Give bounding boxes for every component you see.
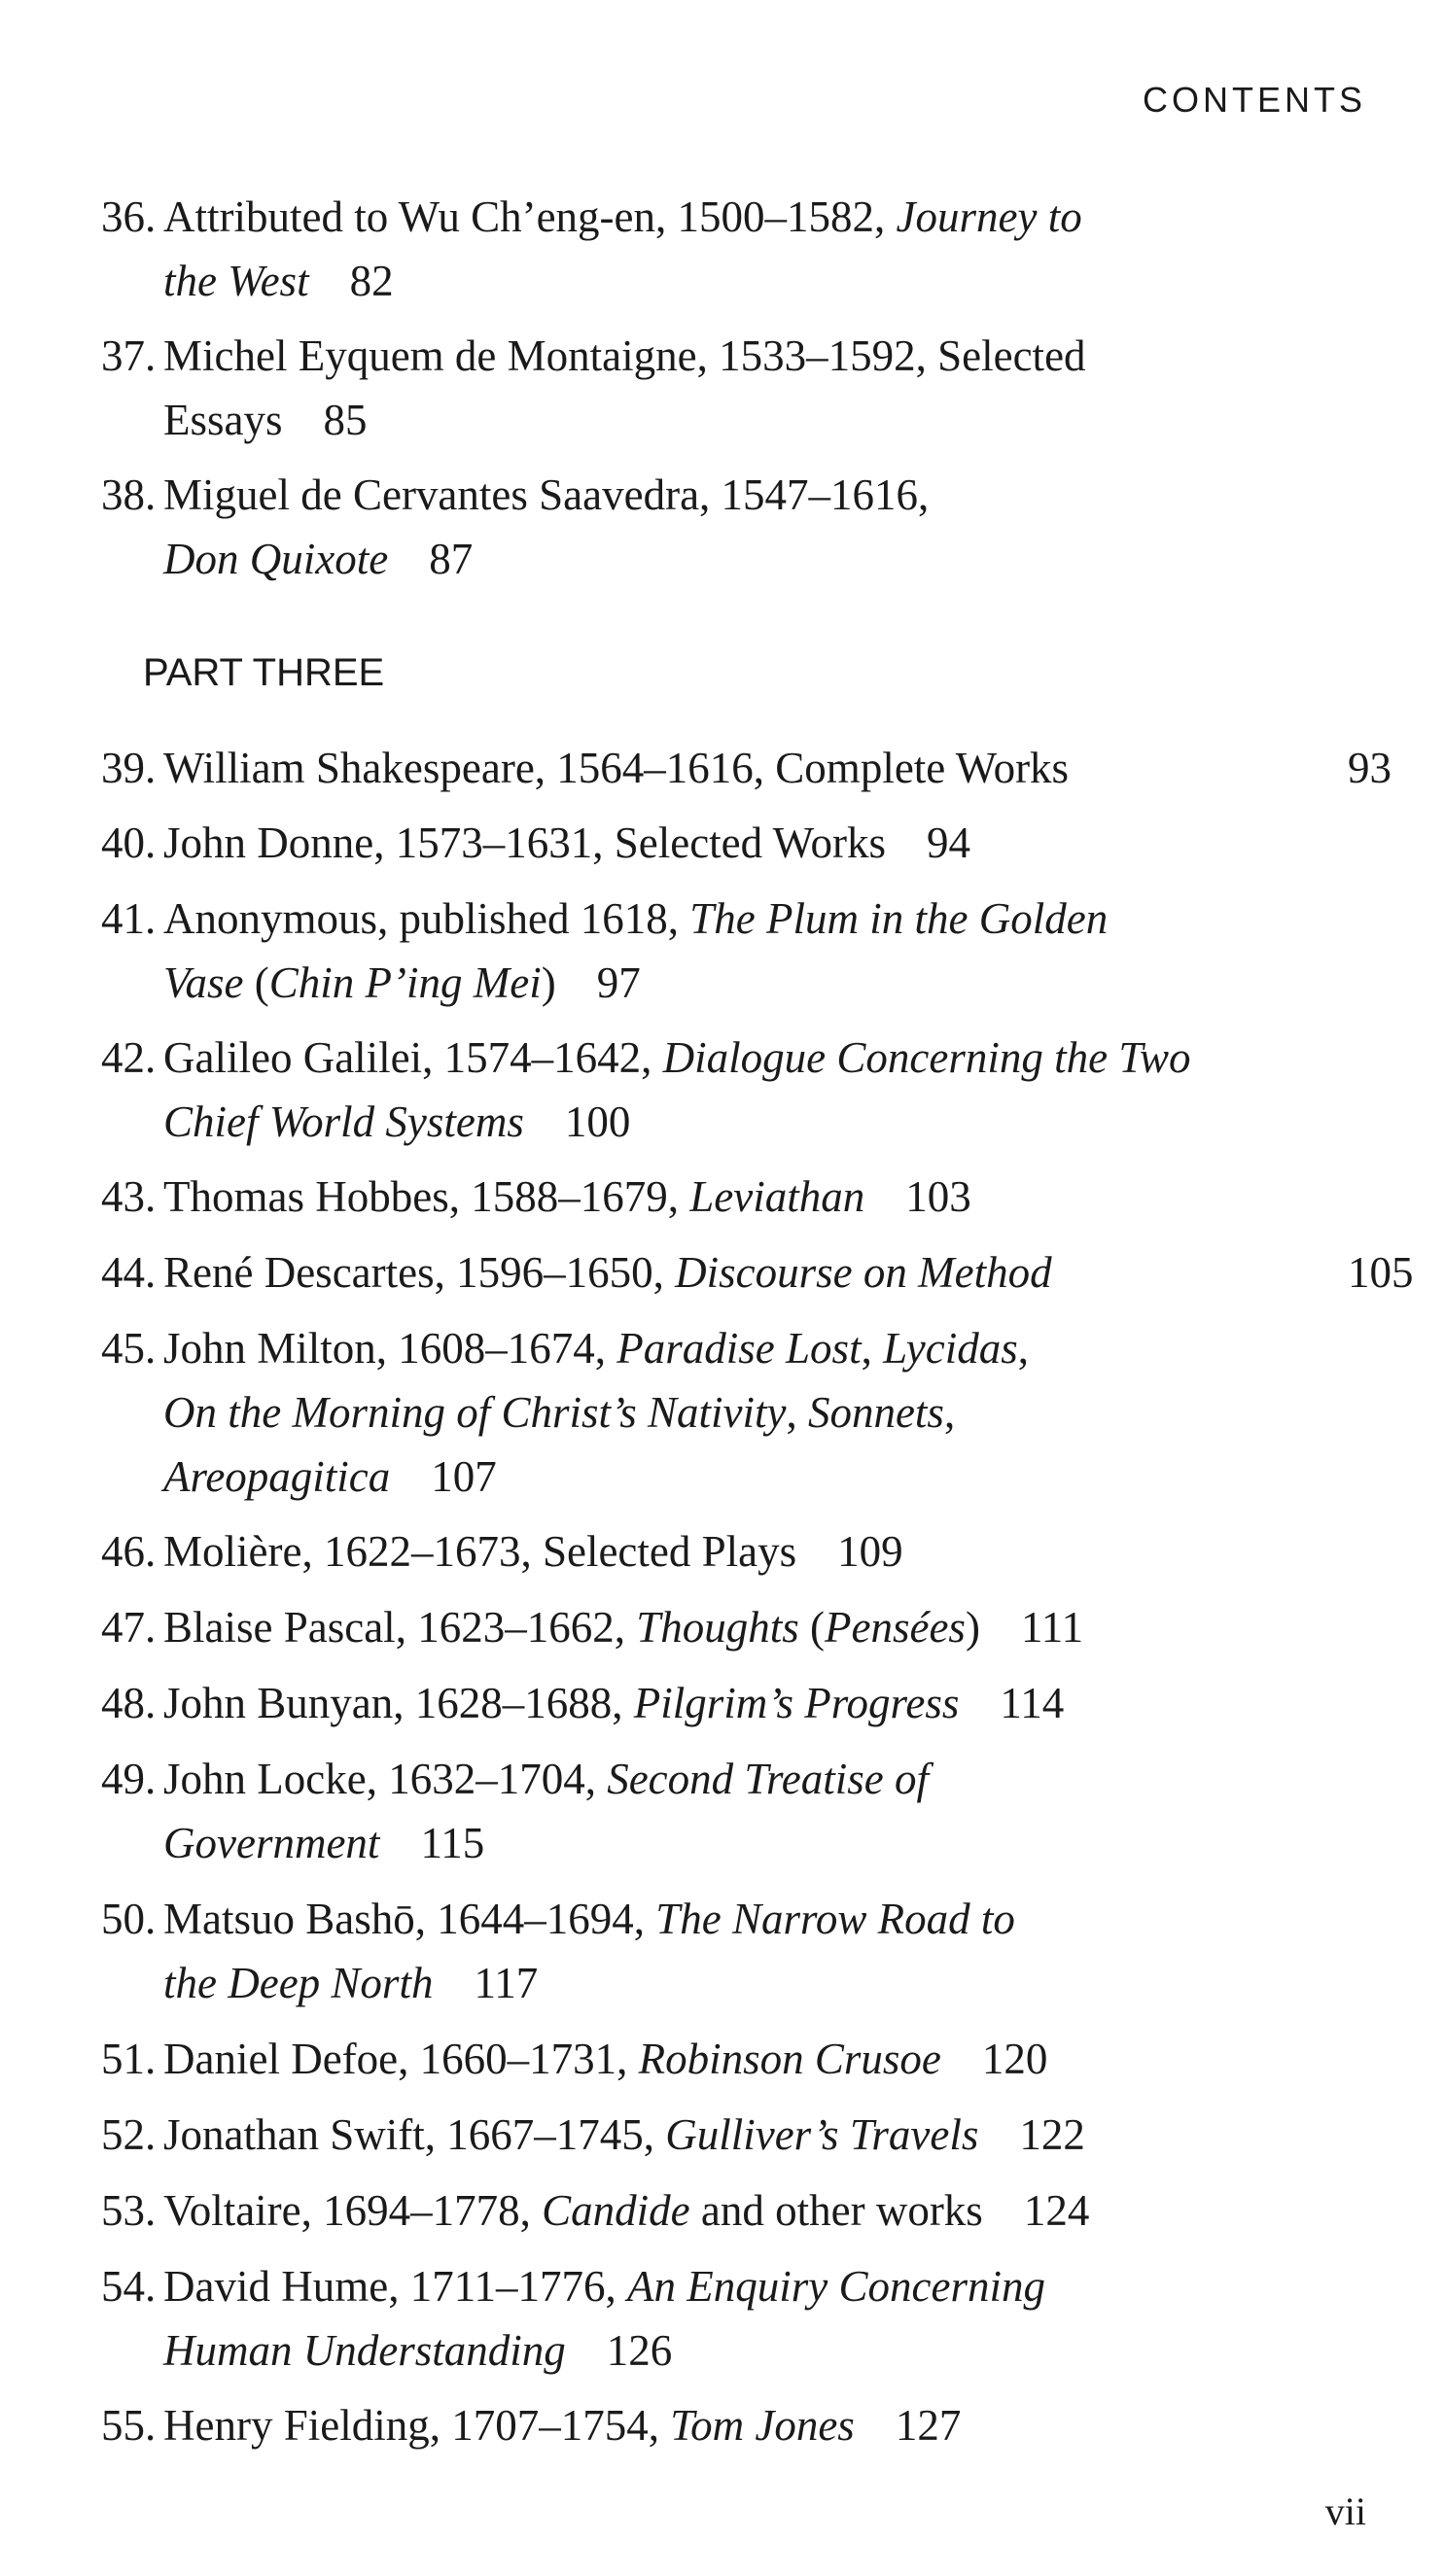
entry-number-text: 49. <box>101 1755 157 1803</box>
page-number: 100 <box>564 1097 631 1146</box>
text-segment: ) <box>965 1603 980 1652</box>
entry-number-text: 55. <box>101 2401 157 2450</box>
entry-line <box>163 527 1359 591</box>
toc-entry <box>101 324 1359 452</box>
toc-entry <box>101 1026 1359 1154</box>
italic-title-segment: Paradise Lost <box>616 1324 862 1373</box>
entry-number <box>0 736 161 800</box>
page-number: 127 <box>895 2401 962 2450</box>
italic-title-segment: The Plum in the Golden <box>689 894 1109 943</box>
page-number: 97 <box>596 958 641 1007</box>
entry-line <box>163 2178 1359 2243</box>
toc-entry <box>101 2178 1359 2243</box>
entry-title <box>163 2178 1359 2243</box>
page-number: 85 <box>323 396 368 444</box>
italic-title-segment: Vase <box>163 958 244 1007</box>
entry-number <box>0 2027 161 2091</box>
entry-title <box>163 887 1359 1015</box>
entry-number <box>0 2254 161 2318</box>
entry-line <box>163 736 1391 800</box>
page-number: 117 <box>474 1959 539 2007</box>
entry-line <box>163 1316 1359 1380</box>
text-segment: John Donne, 1573–1631, Selected Works <box>163 818 886 867</box>
page-number: 120 <box>981 2035 1048 2083</box>
text-segment: , <box>861 1324 884 1373</box>
page-number: 103 <box>905 1172 971 1221</box>
text-segment: Molière, 1622–1673, Selected Plays <box>163 1527 797 1576</box>
text-segment: Thomas Hobbes, 1588–1679, <box>163 1172 690 1221</box>
italic-title-segment: the Deep North <box>163 1959 434 2007</box>
toc-entry <box>101 1316 1359 1509</box>
entry-line <box>163 951 1359 1015</box>
entry-title <box>163 2393 1359 2457</box>
entry-title <box>163 1026 1359 1154</box>
entry-number <box>0 2103 161 2167</box>
page-number: 105 <box>1348 1248 1414 1297</box>
entry-number <box>0 1026 161 1090</box>
entry-number-text: 43. <box>101 1172 157 1221</box>
entry-title <box>163 1240 1414 1305</box>
italic-title-segment: Tom Jones <box>670 2401 855 2450</box>
text-segment: , <box>786 1388 808 1437</box>
entry-number-text: 40. <box>101 818 157 867</box>
italic-title-segment: Dialogue Concerning the Two <box>662 1033 1191 1082</box>
toc-entry <box>101 1165 1359 1229</box>
toc-entry <box>101 1240 1414 1305</box>
entry-number-text: 38. <box>101 470 157 519</box>
text-segment: Michel Eyquem de Montaigne, 1533–1592, Selected <box>163 331 1086 380</box>
entry-number <box>0 1747 161 1811</box>
entry-number <box>0 2178 161 2243</box>
text-segment: Daniel Defoe, 1660–1731, <box>163 2035 639 2083</box>
italic-title-segment: Sonnets <box>807 1388 944 1437</box>
page-number: 111 <box>1020 1603 1084 1652</box>
text-segment: , <box>943 1388 956 1437</box>
entry-number <box>0 811 161 875</box>
page-number: 93 <box>1348 744 1391 792</box>
page-number: 124 <box>1023 2186 1090 2235</box>
entry-title <box>163 811 1359 875</box>
toc-entry <box>101 1519 1359 1584</box>
entry-number <box>0 324 161 388</box>
entry-number <box>0 1240 161 1305</box>
entry-number <box>0 1316 161 1380</box>
entry-line <box>163 1519 1359 1584</box>
entry-line <box>163 2103 1359 2167</box>
page-number: 82 <box>349 257 394 305</box>
text-segment: Attributed to Wu Ch’eng-en, 1500–1582, <box>163 192 897 241</box>
entry-number-text: 36. <box>101 192 157 241</box>
page-number: 87 <box>429 535 474 583</box>
text-segment: ) <box>541 958 556 1007</box>
entry-number <box>0 1887 161 1951</box>
italic-title-segment: Discourse on Method <box>675 1248 1052 1297</box>
italic-title-segment: Areopagitica <box>163 1452 391 1501</box>
toc-entry <box>101 1747 1359 1875</box>
text-segment: Matsuo Bashō, 1644–1694, <box>163 1895 656 1943</box>
italic-title-segment: Government <box>163 1819 380 1867</box>
text-segment: René Descartes, 1596–1650, <box>163 1248 676 1297</box>
entry-line <box>163 1951 1359 2015</box>
italic-title-segment: On the Morning of Christ’s Nativity <box>163 1388 787 1437</box>
entry-line <box>163 1445 1359 1509</box>
entry-title <box>163 463 1359 591</box>
entry-number <box>0 1595 161 1659</box>
entry-number-text: 37. <box>101 331 157 380</box>
entry-number-text: 42. <box>101 1033 157 1082</box>
text-segment: William Shakespeare, 1564–1616, Complete Works <box>163 744 1070 792</box>
entry-line <box>163 249 1359 313</box>
entry-title <box>163 1316 1359 1509</box>
text-segment: Miguel de Cervantes Saavedra, 1547–1616, <box>163 470 930 519</box>
entry-line <box>163 185 1359 249</box>
toc-entry <box>101 2027 1359 2091</box>
entry-line <box>163 887 1359 951</box>
entry-title <box>163 1671 1359 1735</box>
text-segment: Blaise Pascal, 1623–1662, <box>163 1603 637 1652</box>
entry-number <box>0 2393 161 2457</box>
entry-line <box>163 1090 1359 1154</box>
page-number: 114 <box>1000 1679 1065 1727</box>
entry-line <box>163 463 1359 527</box>
entry-line <box>163 388 1359 452</box>
entry-number-text: 47. <box>101 1603 157 1652</box>
toc-entry <box>101 887 1359 1015</box>
entry-line <box>163 1380 1359 1445</box>
toc-entry <box>101 2254 1359 2383</box>
entry-title <box>163 2103 1359 2167</box>
text-segment: John Milton, 1608–1674, <box>163 1324 617 1373</box>
entry-line <box>163 1747 1359 1811</box>
entry-number-text: 44. <box>101 1248 157 1297</box>
text-segment: and other works <box>689 2186 983 2235</box>
entry-number-text: 41. <box>101 894 157 943</box>
page-number: 122 <box>1019 2110 1085 2159</box>
toc-entry <box>101 1887 1359 2015</box>
entry-line <box>163 1811 1359 1875</box>
italic-title-segment: Don Quixote <box>163 535 389 583</box>
entry-number-text: 48. <box>101 1679 157 1727</box>
entry-line <box>163 1165 1359 1229</box>
entry-number-text: 45. <box>101 1324 157 1373</box>
toc-entry <box>101 185 1359 313</box>
entry-title <box>163 324 1359 452</box>
entry-number-text: 52. <box>101 2110 157 2159</box>
italic-title-segment: An Enquiry Concerning <box>627 2262 1045 2311</box>
italic-title-segment: Lycidas <box>883 1324 1018 1373</box>
toc-entry <box>101 463 1359 591</box>
entry-number-text: 39. <box>101 744 157 792</box>
part-heading: PART THREE <box>143 651 385 694</box>
entry-line <box>163 1671 1359 1735</box>
text-segment: John Locke, 1632–1704, <box>163 1755 608 1803</box>
text-segment: John Bunyan, 1628–1688, <box>163 1679 634 1727</box>
toc-entry <box>101 736 1391 800</box>
entry-line <box>163 2254 1359 2318</box>
toc-entry <box>101 811 1359 875</box>
text-segment: , <box>1017 1324 1029 1373</box>
text-segment: Essays <box>163 396 283 444</box>
text-segment: Jonathan Swift, 1667–1745, <box>163 2110 666 2159</box>
entry-line <box>163 1240 1414 1305</box>
entry-number <box>0 1165 161 1229</box>
entry-line <box>163 1887 1359 1951</box>
toc-entry <box>101 1671 1359 1735</box>
entry-title <box>163 1887 1359 2015</box>
entry-title <box>163 736 1391 800</box>
italic-title-segment: Robinson Crusoe <box>638 2035 941 2083</box>
italic-title-segment: Journey to <box>896 192 1082 241</box>
text-segment: David Hume, 1711–1776, <box>163 2262 628 2311</box>
entry-number <box>0 1519 161 1584</box>
toc-entry <box>101 1595 1359 1659</box>
italic-title-segment: Pensées <box>825 1603 966 1652</box>
text-segment: ( <box>243 958 269 1007</box>
page-number: 109 <box>837 1527 903 1576</box>
text-segment: Voltaire, 1694–1778, <box>163 2186 543 2235</box>
page-number: 107 <box>431 1452 497 1501</box>
italic-title-segment: The Narrow Road to <box>655 1895 1015 1943</box>
entry-line <box>163 1026 1359 1090</box>
italic-title-segment: Human Understanding <box>163 2326 566 2375</box>
italic-title-segment: Candide <box>542 2186 690 2235</box>
entry-line <box>163 2027 1359 2091</box>
text-segment: Anonymous, published 1618, <box>163 894 690 943</box>
italic-title-segment: Chin P’ing Mei <box>268 958 542 1007</box>
toc-entry <box>101 2393 1359 2457</box>
entry-title <box>163 1519 1359 1584</box>
entry-title <box>163 1747 1359 1875</box>
entry-title <box>163 185 1359 313</box>
italic-title-segment: Pilgrim’s Progress <box>633 1679 960 1727</box>
page-number: 94 <box>926 818 970 867</box>
running-head: CONTENTS <box>1143 80 1366 120</box>
entry-number <box>0 185 161 249</box>
entry-number <box>0 1671 161 1735</box>
entry-title <box>163 2027 1359 2091</box>
entry-number-text: 50. <box>101 1895 157 1943</box>
page-number: 115 <box>420 1819 485 1867</box>
text-segment: ( <box>798 1603 825 1652</box>
entry-number-text: 46. <box>101 1527 157 1576</box>
entry-number <box>0 887 161 951</box>
text-segment: Galileo Galilei, 1574–1642, <box>163 1033 663 1082</box>
entry-line <box>163 1595 1359 1659</box>
entry-title <box>163 2254 1359 2383</box>
entry-number <box>0 463 161 527</box>
entry-line <box>163 324 1359 388</box>
entry-number-text: 51. <box>101 2035 157 2083</box>
entry-title <box>163 1595 1359 1659</box>
text-segment: Henry Fielding, 1707–1754, <box>163 2401 671 2450</box>
page-folio: vii <box>1324 2489 1366 2533</box>
italic-title-segment: Leviathan <box>689 1172 865 1221</box>
entry-title <box>163 1165 1359 1229</box>
italic-title-segment: the West <box>163 257 309 305</box>
entry-line <box>163 811 1359 875</box>
entry-number-text: 53. <box>101 2186 157 2235</box>
toc-entry <box>101 2103 1359 2167</box>
entry-line <box>163 2318 1359 2383</box>
italic-title-segment: Gulliver’s Travels <box>665 2110 979 2159</box>
italic-title-segment: Chief World Systems <box>163 1097 524 1146</box>
italic-title-segment: Thoughts <box>636 1603 799 1652</box>
entry-line <box>163 2393 1359 2457</box>
page-number: 126 <box>606 2326 673 2375</box>
italic-title-segment: Second Treatise of <box>607 1755 930 1803</box>
entry-number-text: 54. <box>101 2262 157 2311</box>
